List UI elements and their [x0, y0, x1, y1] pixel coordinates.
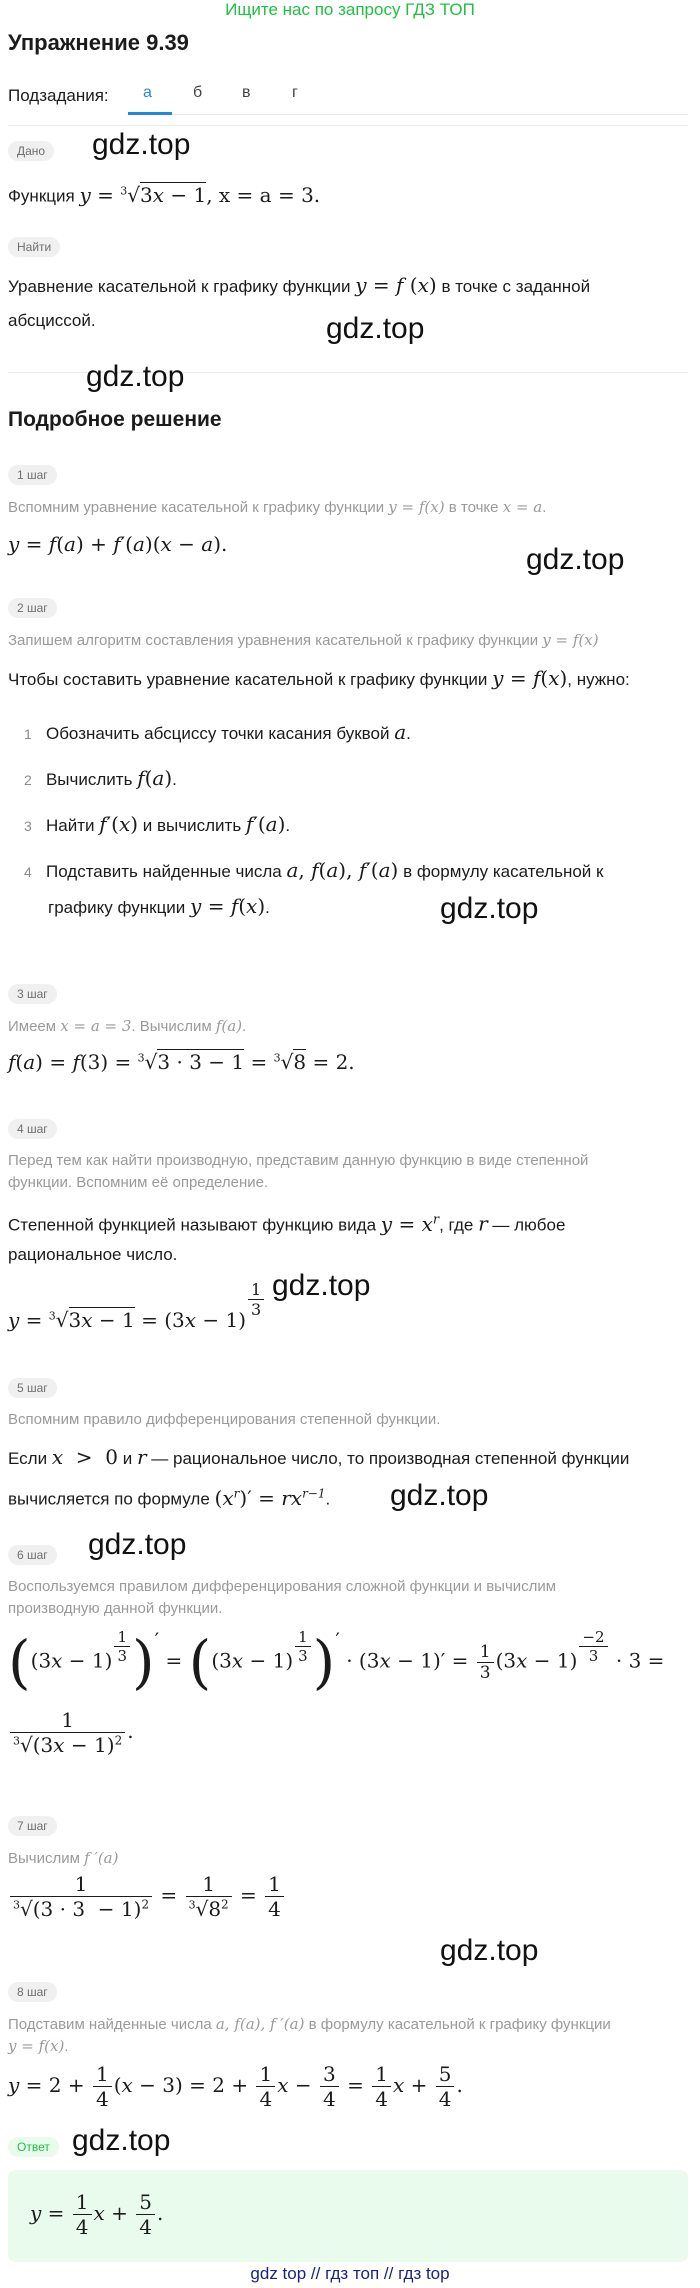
- watermark: gdz.top: [72, 2124, 171, 2157]
- step-3-hint: Имеем x = a = 3. Вычислим f(a).: [8, 1017, 247, 1035]
- step-8-tag: 8 шаг: [8, 1982, 57, 2002]
- given-text: Функция y = $^3$√3x − 1, x = a = 3.: [8, 182, 321, 207]
- step-4-hint-2: функции. Вспомним её определение.: [8, 1174, 269, 1191]
- step-4-formula: y = $^3$√3x − 1 = (3x − 1) $\frac{1}{3}$: [8, 1280, 266, 1332]
- answer-tag: Ответ: [8, 2137, 59, 2157]
- watermark: gdz.top: [390, 1479, 489, 1512]
- step-6-tag: 6 шаг: [8, 1545, 57, 1565]
- step-7-formula: $\frac{1}{^3√(3 \cdot 3 - 1)^2}$ = $\frac{1}{^3√8^2}$ = $\frac{1}{4}$: [8, 1872, 286, 1921]
- active-tab-indicator: [128, 112, 172, 115]
- step-6-hint-2: производную данной функции.: [8, 1600, 223, 1617]
- watermark: gdz.top: [92, 128, 191, 161]
- find-text-line2: абсциссой.: [8, 311, 96, 330]
- find-tag: Найти: [8, 237, 60, 257]
- footer-links[interactable]: gdz top // гдз топ // гдз top: [250, 2264, 450, 2283]
- tab-b[interactable]: б: [193, 84, 203, 101]
- step-4-hint-1: Перед тем как найти производную, представим данную функцию в виде степенной: [8, 1152, 589, 1169]
- step-4-tag: 4 шаг: [8, 1119, 57, 1139]
- answer-formula: y = $\frac{1}{4}$ x + $\frac{5}{4}$ .: [30, 2190, 164, 2239]
- tab-a[interactable]: а: [143, 84, 152, 101]
- watermark: gdz.top: [526, 543, 625, 576]
- watermark: gdz.top: [440, 892, 539, 925]
- step-5-text-2: вычисляется по формуле $(x^r)' = rx^{r-1}$.: [8, 1485, 331, 1510]
- step-3-tag: 3 шаг: [8, 984, 57, 1004]
- step-8-hint-1: Подставим найденные числа a, f(a), f ′(a) в формулу касательной к графику функции: [8, 2015, 611, 2033]
- step-4-text-1: Степенной функцией называют функцию вида $y = x^r$, где r — любое: [8, 1211, 566, 1236]
- step-8-hint-2: y = f(x).: [8, 2037, 69, 2055]
- step-6-formula-result: $\frac{1}{^3√(3x - 1)^2}$ .: [8, 1708, 134, 1757]
- watermark: gdz.top: [86, 360, 185, 393]
- step-3-formula: f(a) = f(3) = $^3$√3 · 3 − 1 = $^3$√8 = 2.: [8, 1050, 355, 1074]
- step-2-item-2: 2 Вычислить f(a).: [24, 766, 177, 790]
- tab-g[interactable]: г: [292, 84, 298, 101]
- tab-v[interactable]: в: [242, 84, 251, 101]
- find-text-line1: Уравнение касательной к графику функции y = f (x) в точке с заданной: [8, 273, 591, 297]
- step-5-text-1: Если x > 0 и r — рациональное число, то производная степенной функции: [8, 1445, 630, 1469]
- step-2-item-4-cont: графику функции y = f(x).: [48, 894, 270, 918]
- step-5-hint: Вспомним правило дифференцирования степенной функции.: [8, 1411, 441, 1428]
- step-1-formula: y = f(a) + f′(a)(x − a).: [8, 532, 228, 556]
- step-1-tag: 1 шаг: [8, 465, 57, 485]
- step-2-hint: Запишем алгоритм составления уравнения касательной к графику функции y = f(x): [8, 631, 599, 649]
- watermark: gdz.top: [88, 1528, 187, 1561]
- step-6-hint-1: Воспользуемся правилом дифференцирования сложной функции и вычислим: [8, 1578, 557, 1595]
- step-2-text: Чтобы составить уравнение касательной к графику функции y = f(x), нужно:: [8, 666, 630, 690]
- step-6-formula: ((3x − 1) $\frac{1}{3}$ )′ = ((3x − 1) $\frac{1}{3}$ )′ · (3x − 1)′ = $\frac{1}{3}$ (3x − 1) $\frac{-2}{3}$ · 3 =: [8, 1628, 665, 1696]
- step-7-hint: Вычислим f ′(a): [8, 1849, 119, 1867]
- page-title: Упражнение 9.39: [8, 30, 189, 55]
- step-2-item-1: 1 Обозначить абсциссу точки касания буквой a.: [24, 720, 411, 744]
- tabs-divider: [128, 114, 688, 115]
- solution-title: Подробное решение: [8, 408, 222, 431]
- step-2-tag: 2 шаг: [8, 598, 57, 618]
- step-7-tag: 7 шаг: [8, 1816, 57, 1836]
- step-4-text-2: рациональное число.: [8, 1245, 178, 1264]
- watermark: gdz.top: [272, 1269, 371, 1302]
- given-tag: Дано: [8, 141, 54, 161]
- subtasks-label: Подзадания:: [8, 86, 109, 105]
- promo-banner[interactable]: Ищите нас по запросу ГДЗ ТОП: [225, 0, 475, 19]
- step-8-formula: y = 2 + $\frac{1}{4}$ (x − 3) = 2 + $\frac{1}{4}$ x − $\frac{3}{4}$ = $\frac{1}{4}$ x + $\frac{5}{4}$ .: [8, 2062, 463, 2111]
- step-2-item-3: 3 Найти f′(x) и вычислить f′(a).: [24, 812, 291, 836]
- step-5-tag: 5 шаг: [8, 1378, 57, 1398]
- step-1-hint: Вспомним уравнение касательной к графику функции y = f(x) в точке x = a.: [8, 498, 547, 516]
- step-2-item-4: 4 Подставить найденные числа a, f(a), f′(a) в формулу касательной к: [24, 858, 604, 882]
- watermark: gdz.top: [326, 312, 425, 345]
- watermark: gdz.top: [440, 1934, 539, 1967]
- divider: [8, 125, 688, 126]
